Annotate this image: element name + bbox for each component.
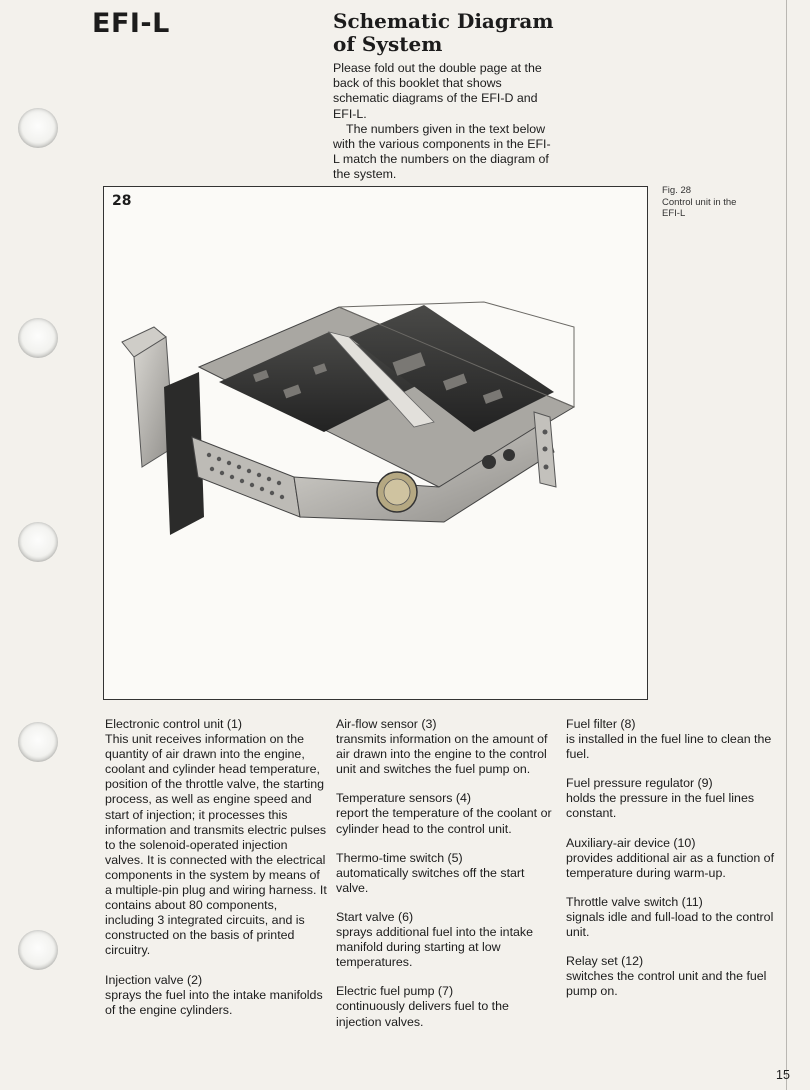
- punch-hole: [18, 108, 58, 148]
- control-unit-photo: [104, 187, 647, 699]
- component-term: Fuel filter (8): [566, 717, 636, 731]
- punch-hole: [18, 930, 58, 970]
- component-entry: [336, 910, 556, 970]
- component-description: holds the pressure in the fuel lines constant.: [566, 791, 755, 821]
- page-title-line: of System: [333, 32, 443, 56]
- component-term: Fuel pressure regulator (9): [566, 776, 713, 791]
- component-term: Electronic control unit (1): [105, 717, 243, 731]
- intro-paragraph: Please fold out the double page at the back of this booklet that shows schematic diagrams of the EFI-D and EFI-L.: [333, 61, 542, 121]
- component-term: Throttle valve switch (11): [566, 894, 703, 909]
- component-entry: [336, 791, 556, 836]
- page-number: 15: [776, 1068, 790, 1082]
- component-entry: [336, 717, 556, 777]
- intro-paragraph: The numbers given in the text below with the various components in the EFI-L match the numbers on the diagram of the system.: [333, 121, 551, 182]
- component-description: signals idle and full-load to the control unit.: [566, 909, 774, 940]
- component-description: report the temperature of the coolant or cylinder head to the control unit.: [336, 806, 552, 836]
- component-entry: [566, 895, 778, 940]
- component-term: Auxiliary-air device (10): [566, 835, 696, 850]
- page-title: [333, 10, 633, 56]
- figure-frame: [103, 186, 648, 700]
- intro-text: [333, 61, 551, 183]
- punch-hole: [18, 522, 58, 562]
- component-term: Injection valve (2): [105, 972, 203, 987]
- component-description: continuously delivers fuel to the injection valves.: [336, 999, 509, 1029]
- page-fold-edge: [786, 0, 787, 1090]
- component-entry: [566, 954, 778, 999]
- component-entry: [336, 851, 556, 896]
- component-description: automatically switches off the start valve.: [336, 865, 525, 895]
- figure-number: 28: [112, 193, 132, 209]
- punch-hole: [18, 722, 58, 762]
- figure-caption-line: EFI-L: [662, 208, 686, 219]
- component-entry: [566, 776, 778, 821]
- text-column-1: [105, 717, 327, 1032]
- component-term: Relay set (12): [566, 954, 644, 969]
- component-description: is installed in the fuel line to clean the fuel.: [566, 732, 772, 762]
- component-description: transmits information on the amount of air drawn into the engine to the control unit and switches the fuel pump on.: [336, 732, 548, 777]
- component-description: provides additional air as a function of temperature during warm-up.: [566, 850, 775, 880]
- component-entry: [566, 717, 778, 762]
- component-term: Thermo-time switch (5): [336, 850, 463, 865]
- component-description: This unit receives information on the quantity of air drawn into the engine, coolant and cylinder head temperature, position of the throttle valve, the starting process, as well as engine speed and start of injection; it processes this information and transmits electric pulses to the solenoid-operated injection valves. It is connected with the electrical components in the system by means of a multiple-pin plug and wiring harness. It contains about 80 components, including 3 integrated circuits, and is constructed on the basis of printed circuitry.: [105, 732, 327, 958]
- figure-caption-line: Fig. 28: [662, 185, 692, 196]
- component-description: switches the control unit and the fuel pump on.: [566, 969, 767, 999]
- component-entry: [105, 717, 327, 959]
- text-column-2: [336, 717, 556, 1044]
- figure-caption: [662, 185, 772, 220]
- component-term: Electric fuel pump (7): [336, 984, 454, 999]
- page-title-line: Schematic Diagram: [333, 9, 554, 33]
- component-term: Start valve (6): [336, 909, 414, 924]
- component-description: sprays the fuel into the intake manifolds of the engine cylinders.: [105, 987, 323, 1017]
- component-entry: [336, 984, 556, 1029]
- figure-caption-line: Control unit in the: [662, 196, 737, 208]
- section-tag: EFI-L: [92, 8, 170, 39]
- component-entry: [566, 836, 778, 881]
- component-description: sprays additional fuel into the intake manifold during starting at low temperatures.: [336, 925, 533, 970]
- component-term: Temperature sensors (4): [336, 791, 471, 806]
- punch-hole: [18, 318, 58, 358]
- component-entry: [105, 973, 327, 1018]
- component-term: Air-flow sensor (3): [336, 717, 437, 731]
- text-column-3: [566, 717, 778, 1013]
